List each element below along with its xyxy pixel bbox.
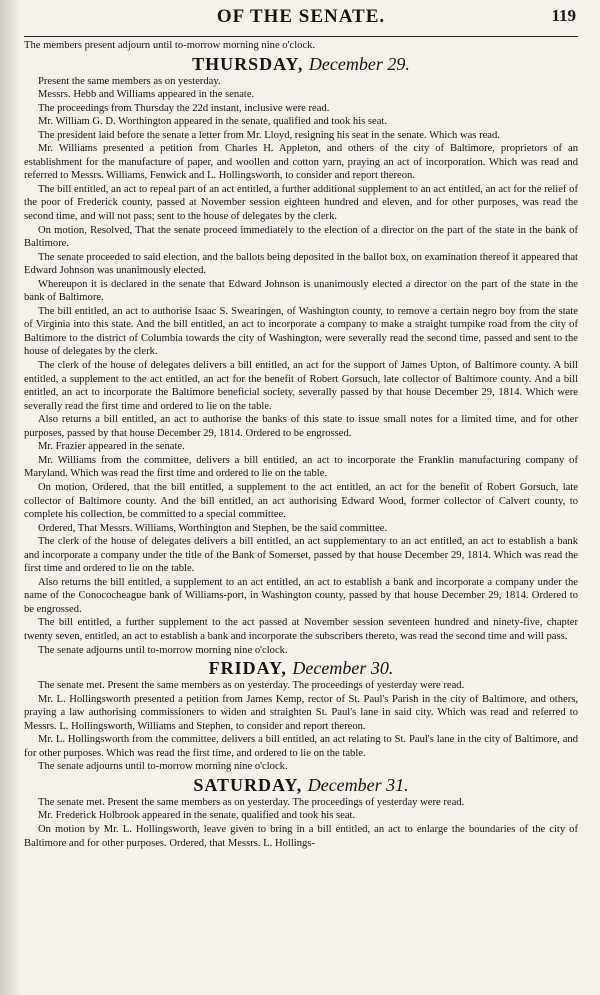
journal-paragraph: The clerk of the house of delegates delivers a bill entitled, an act for the support of James Upton, of Baltimore county. A bill entitled, a supplement to the act entitled, an act for the benefit of Robert Gorsuch, late collector of Baltimore county. And a bill entitled, an act to incorporate the Baltimore beneficial society, severally passed by that house December 29, 1814. Which were severally read the first time and ordered to lie on the table. <box>24 360 578 412</box>
page-header <box>24 6 578 37</box>
section-saturday <box>24 796 578 850</box>
journal-paragraph: The senate proceeded to said election, and the ballots being deposited in the ballot box, on examination thereof it appeared that Edward Johnson was unanimously elected. <box>24 251 578 277</box>
journal-paragraph: Mr. L. Hollingsworth presented a petition from James Kemp, rector of St. Paul's Parish in the city of Baltimore, and others, praying a law authorising commissioners to widen and straighten St. Paul's lane in said city. Which was read and referred to Messrs. L. Hollingsworth, Williams and Stephen, to consider and report thereon. <box>24 693 578 732</box>
journal-paragraph: The proceedings from Thursday the 22d instant, inclusive were read. <box>38 102 330 114</box>
journal-paragraph: Also returns a bill entitled, an act to authorise the banks of this state to issue small notes for a limited time, and for other purposes, passed by that house December 29, 1814. Ordered to be engrossed. <box>24 414 578 439</box>
day-name: SATURDAY, <box>193 774 303 795</box>
journal-paragraph: The senate adjourns until to-morrow morning nine o'clock. <box>38 644 288 656</box>
journal-paragraph: Mr. William G. D. Worthington appeared in the senate, qualified and took his seat. <box>38 116 388 128</box>
day-date: December 29. <box>308 53 410 74</box>
journal-paragraph: Present the same members as on yesterday. <box>38 75 221 87</box>
journal-paragraph: Messrs. Hebb and Williams appeared in the senate. <box>38 89 255 101</box>
journal-paragraph: The president laid before the senate a letter from Mr. Lloyd, resigning his seat in the senate. Which was read. <box>38 129 500 141</box>
journal-paragraph: Also returns the bill entitled, a supplement to an act entitled, an act to establish a bank and incorporate a company under the name of the Conococheague bank of Williams-port, in Washington county, passed by that house December 29, 1814. Ordered to be engrossed. <box>24 576 578 615</box>
section-friday <box>24 679 578 774</box>
journal-paragraph: Whereupon it is declared in the senate that Edward Johnson is unanimously elected a director on the part of the state in the bank of Baltimore. <box>24 278 578 304</box>
journal-paragraph: The bill entitled, an act to authorise Isaac S. Swearingen, of Washington county, to remove a certain negro boy from the state of Virginia into this state. And the bill entitled, an act to incorporate a company to make a straight turnpike road from the city of Baltimore to the district of Columbia towards the city of Washington, were severally read the second time, passed and sent to the house of delegates by the clerk. <box>24 305 578 358</box>
journal-paragraph: Mr. Williams presented a petition from Charles H. Appleton, and others of the city of Baltimore, proprietors of an establishment for the manufacture of paper, and woollen and cotton yarn, praying an act of incorporation. Which was read and referred to Messrs. Williams, Fenwick and L. Hollingsworth, to consider and report thereon. <box>24 143 578 182</box>
day-heading-thursday <box>24 55 578 74</box>
page-number: 119 <box>551 6 576 25</box>
running-head: OF THE SENATE. <box>216 6 386 27</box>
journal-paragraph: On motion, Resolved, That the senate proceed immediately to the election of a director on the part of the state in the bank of Baltimore. <box>24 224 578 250</box>
journal-paragraph: Mr. Frazier appeared in the senate. <box>38 441 185 453</box>
journal-paragraph: Mr. Williams from the committee, delivers a bill entitled, an act to incorporate the Franklin manufacturing company of Maryland. Which was read the first time and ordered to lie on the table. <box>24 454 578 480</box>
journal-paragraph: The clerk of the house of delegates delivers a bill entitled, an act supplementary to an act entitled, an act to establish a bank and incorporate a company under the title of the Bank of Somerset, passed by that house December 29, 1814. Which was read the first time and ordered to lie on the table. <box>24 536 578 575</box>
day-date: December 31. <box>307 774 409 795</box>
section-thursday <box>24 75 578 658</box>
day-heading-saturday <box>24 776 578 795</box>
journal-paragraph: Mr. L. Hollingsworth from the committee, delivers a bill entitled, an act relating to St. Paul's lane in the city of Baltimore, and for other purposes. Which was read the first time, and ordered to lie on the table. <box>24 734 578 759</box>
journal-paragraph: Ordered, That Messrs. Williams, Worthington and Stephen, be the said committee. <box>38 522 388 534</box>
journal-paragraph: On motion by Mr. L. Hollingsworth, leave given to bring in a bill entitled, an act to enlarge the boundaries of the city of Baltimore and for other purposes. Ordered, that Messrs. L. Hollings- <box>24 823 578 849</box>
journal-entries <box>24 39 578 850</box>
journal-paragraph: The senate met. Present the same members as on yesterday. The proceedings of yesterday were read. <box>38 796 465 808</box>
day-date: December 30. <box>292 658 394 679</box>
journal-paragraph: The senate met. Present the same members as on yesterday. The proceedings of yesterday were read. <box>38 680 465 692</box>
journal-paragraph: Mr. Frederick Holbrook appeared in the senate, qualified and took his seat. <box>38 810 356 822</box>
intro-line: The members present adjourn until to-morrow morning nine o'clock. <box>24 40 316 51</box>
journal-paragraph: The senate adjourns until to-morrow morning nine o'clock. <box>38 761 288 773</box>
day-heading-friday <box>24 659 578 678</box>
day-name: FRIDAY, <box>208 658 287 679</box>
journal-paragraph: The bill entitled, a further supplement to the act passed at November session seventeen hundred and ninety-five, chapter twenty seven, entitled, an act to establish a bank and incorporate the subscribers thereto, was read the second time and will pass. <box>24 617 578 642</box>
journal-paragraph: On motion, Ordered, that the bill entitled, a supplement to the act entitled, an act for the benefit of Robert Gorsuch, late collector of Baltimore county. And the bill entitled, an act authorising Edward Wood, former collector of Calvert county, to complete his collection, be committed to a special committee. <box>24 481 578 521</box>
journal-paragraph: The bill entitled, an act to repeal part of an act entitled, a further additional supplement to an act entitled, an act for the relief of the poor of Frederick county, passed at November session eighteen hundred and eleven, and for other purposes, was read the second time, and will not pass; sent to the house of delegates by the clerk. <box>24 183 578 223</box>
day-name: THURSDAY, <box>192 53 304 74</box>
